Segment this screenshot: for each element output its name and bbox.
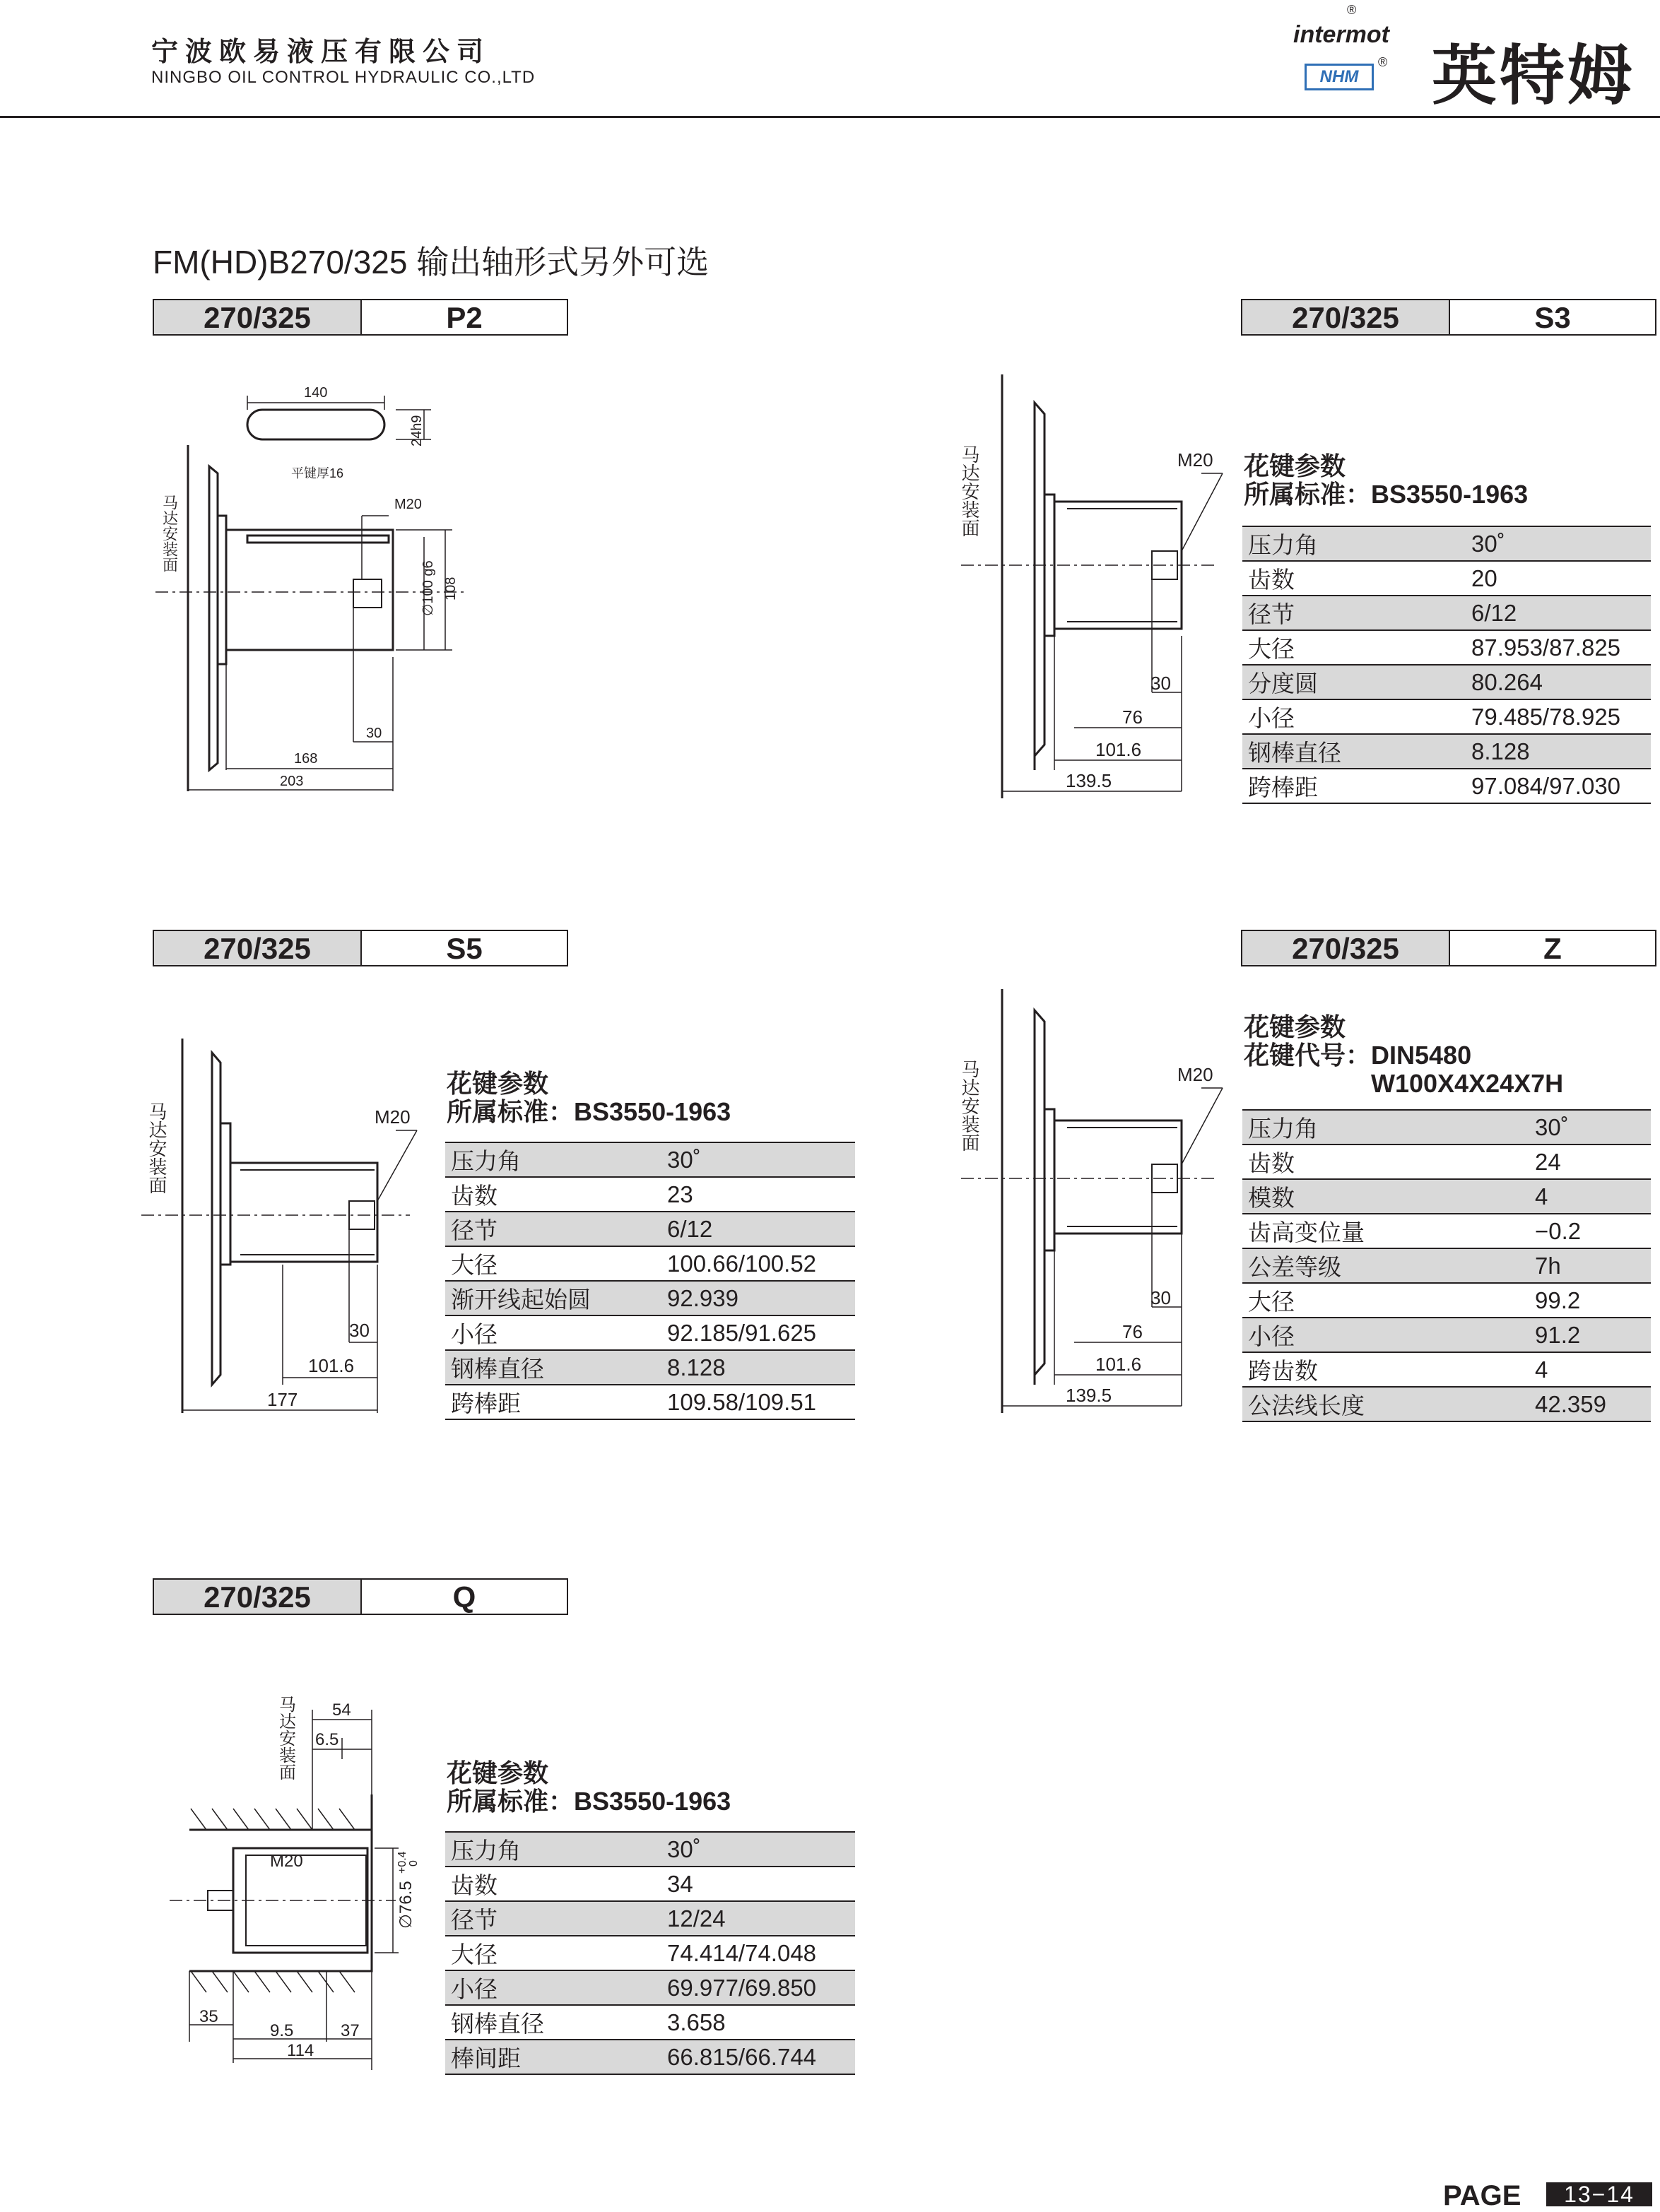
- table-row: [445, 1281, 855, 1315]
- mount-face-label: 马达安装面: [959, 1060, 980, 1152]
- table-cell: 大径: [1242, 1283, 1529, 1318]
- table-row: [445, 1936, 855, 1970]
- table-row: [445, 1177, 855, 1212]
- table-cell: 径节: [1242, 596, 1466, 630]
- table-row: [445, 1832, 855, 1867]
- drawing-q: [155, 1688, 438, 2084]
- dim-tol-upper: +0.4: [396, 1851, 408, 1874]
- dim-30: 30: [349, 1320, 370, 1341]
- table-row: [1242, 630, 1651, 665]
- page-number: 13−14: [1546, 2182, 1652, 2206]
- table-row: [1242, 734, 1651, 769]
- table-cell: 8.128: [661, 1350, 855, 1385]
- section-tag-s3: [1241, 299, 1656, 336]
- spline-standard: 所属标准：BS3550-1963: [447, 1097, 731, 1126]
- table-cell: 92.185/91.625: [661, 1315, 855, 1350]
- dim-m20: M20: [394, 497, 422, 512]
- nhm-logo: NHM: [1305, 64, 1374, 90]
- drawing-z: [961, 989, 1244, 1413]
- dim-dia76-5: ∅76.5: [396, 1881, 416, 1929]
- table-cell: 跨棒距: [1242, 769, 1466, 803]
- table-row: [445, 1350, 855, 1385]
- table-cell: 跨棒距: [445, 1385, 661, 1419]
- mount-face-label: 马达安装面: [146, 1102, 167, 1194]
- spline-params-title: 花键参数: [1244, 451, 1346, 480]
- table-cell: 23: [661, 1177, 855, 1212]
- dim-139-5: 139.5: [1066, 1385, 1112, 1406]
- dim-37: 37: [341, 2021, 360, 2040]
- dim-key-thickness: 平键厚16: [291, 466, 344, 480]
- table-cell: 87.953/87.825: [1466, 630, 1651, 665]
- spline-table-z: [1242, 1109, 1651, 1422]
- table-cell: 齿数: [1242, 561, 1466, 596]
- registered-mark: ®: [1347, 3, 1357, 17]
- table-row: [1242, 1145, 1651, 1179]
- table-cell: 齿高变位量: [1242, 1214, 1529, 1248]
- shaft-code: S3: [1534, 301, 1571, 334]
- table-cell: 30˚: [1466, 526, 1651, 561]
- dim-139-5: 139.5: [1066, 770, 1112, 791]
- registered-mark-2: ®: [1378, 55, 1388, 69]
- table-cell: 66.815/66.744: [661, 2040, 855, 2074]
- dim-m20: M20: [270, 1852, 303, 1871]
- table-row: [1242, 1214, 1651, 1248]
- dim-6-5: 6.5: [315, 1730, 339, 1749]
- table-cell: 91.2: [1529, 1318, 1651, 1352]
- drawing-s3: [961, 374, 1244, 798]
- table-cell: 小径: [445, 1970, 661, 2005]
- table-cell: 压力角: [445, 1832, 661, 1867]
- dim-168: 168: [294, 751, 318, 767]
- table-cell: 齿数: [445, 1177, 661, 1212]
- table-cell: 109.58/109.51: [661, 1385, 855, 1419]
- table-cell: 径节: [445, 1212, 661, 1246]
- dim-108: 108: [443, 576, 459, 601]
- table-cell: 3.658: [661, 2005, 855, 2040]
- table-cell: 钢棒直径: [445, 2005, 661, 2040]
- table-row: [445, 1970, 855, 2005]
- model-label: 270/325: [1242, 300, 1450, 334]
- table-cell: 6/12: [661, 1212, 855, 1246]
- table-cell: 99.2: [1529, 1283, 1651, 1318]
- table-cell: 齿数: [445, 1867, 661, 1901]
- table-cell: 公法线长度: [1242, 1387, 1529, 1421]
- table-row: [1242, 699, 1651, 734]
- table-cell: 8.128: [1466, 734, 1651, 769]
- table-row: [445, 2005, 855, 2040]
- dim-m20: M20: [375, 1106, 411, 1128]
- table-cell: 4: [1529, 1352, 1651, 1387]
- table-row: [1242, 665, 1651, 699]
- dim-m20: M20: [1177, 449, 1213, 471]
- dim-35: 35: [199, 2007, 218, 2026]
- dim-76: 76: [1122, 1321, 1143, 1342]
- table-cell: 4: [1529, 1179, 1651, 1214]
- table-cell: 径节: [445, 1901, 661, 1936]
- dim-76: 76: [1122, 706, 1143, 728]
- table-cell: 42.359: [1529, 1387, 1651, 1421]
- table-row: [1242, 1248, 1651, 1283]
- table-cell: 齿数: [1242, 1145, 1529, 1179]
- table-cell: 分度圆: [1242, 665, 1466, 699]
- dim-30: 30: [366, 726, 382, 741]
- table-cell: 74.414/74.048: [661, 1936, 855, 1970]
- spline-table-q: [445, 1831, 855, 2075]
- mount-face-label: 马达安装面: [276, 1696, 295, 1780]
- spline-params-title: 花键参数: [447, 1758, 549, 1787]
- mount-face-label: 马达安装面: [959, 445, 980, 537]
- table-cell: 小径: [445, 1315, 661, 1350]
- dim-9-5: 9.5: [270, 2021, 294, 2040]
- table-row: [445, 1142, 855, 1177]
- table-cell: 97.084/97.030: [1466, 769, 1651, 803]
- table-row: [1242, 1387, 1651, 1421]
- shaft-code: Z: [1543, 932, 1562, 965]
- table-row: [1242, 596, 1651, 630]
- table-cell: 34: [661, 1867, 855, 1901]
- spline-table-s3: [1242, 526, 1651, 804]
- dim-101-6: 101.6: [1095, 739, 1142, 760]
- table-cell: 压力角: [1242, 526, 1466, 561]
- table-cell: 钢棒直径: [445, 1350, 661, 1385]
- table-cell: 69.977/69.850: [661, 1970, 855, 2005]
- page-title: FM(HD)B270/325 输出轴形式另外可选: [153, 244, 710, 280]
- dim-30: 30: [1150, 1287, 1171, 1308]
- table-cell: 压力角: [1242, 1110, 1529, 1145]
- spline-table-s5: [445, 1142, 855, 1420]
- shaft-code: P2: [446, 301, 483, 334]
- table-cell: 跨齿数: [1242, 1352, 1529, 1387]
- table-row: [1242, 1179, 1651, 1214]
- table-row: [1242, 1110, 1651, 1145]
- dim-dia100: ∅100 g6: [420, 560, 436, 616]
- table-cell: 92.939: [661, 1281, 855, 1315]
- model-label: 270/325: [154, 931, 362, 965]
- page-label: PAGE: [1443, 2180, 1521, 2211]
- table-row: [445, 1385, 855, 1419]
- dim-101-6: 101.6: [308, 1355, 355, 1376]
- header-divider: [0, 116, 1660, 118]
- table-cell: 钢棒直径: [1242, 734, 1466, 769]
- section-tag-z: [1241, 930, 1656, 966]
- table-row: [445, 1212, 855, 1246]
- table-row: [1242, 1352, 1651, 1387]
- table-row: [445, 1246, 855, 1281]
- section-tag-q: [153, 1578, 568, 1615]
- table-cell: 大径: [445, 1246, 661, 1281]
- table-row: [1242, 1318, 1651, 1352]
- dim-114: 114: [287, 2041, 314, 2060]
- spline-standard: 所属标准：BS3550-1963: [1244, 480, 1529, 509]
- company-name-cn: 宁波欧易液压有限公司: [151, 37, 491, 67]
- spline-params-title: 花键参数: [1244, 1012, 1346, 1041]
- table-cell: 渐开线起始圆: [445, 1281, 661, 1315]
- dim-203: 203: [280, 774, 304, 789]
- dim-177: 177: [267, 1389, 298, 1410]
- intermot-logo: intermot: [1293, 21, 1389, 48]
- table-cell: 小径: [1242, 1318, 1529, 1352]
- table-row: [1242, 1283, 1651, 1318]
- table-cell: 压力角: [445, 1142, 661, 1177]
- dim-30: 30: [1150, 673, 1171, 694]
- model-label: 270/325: [154, 300, 362, 334]
- table-cell: 30˚: [661, 1832, 855, 1867]
- shaft-code: Q: [452, 1580, 476, 1614]
- company-name-en: NINGBO OIL CONTROL HYDRAULIC CO.,LTD: [151, 68, 536, 87]
- table-cell: 100.66/100.52: [661, 1246, 855, 1281]
- mount-face-label: 马达安装面: [160, 495, 179, 572]
- dim-140: 140: [304, 385, 328, 401]
- table-cell: 6/12: [1466, 596, 1651, 630]
- table-cell: 80.264: [1466, 665, 1651, 699]
- spline-standard: 所属标准：BS3550-1963: [447, 1787, 731, 1816]
- model-label: 270/325: [1242, 931, 1450, 965]
- table-row: [1242, 526, 1651, 561]
- table-cell: 79.485/78.925: [1466, 699, 1651, 734]
- table-cell: 7h: [1529, 1248, 1651, 1283]
- drawing-p2: [141, 367, 481, 805]
- table-row: [1242, 561, 1651, 596]
- table-cell: 棒间距: [445, 2040, 661, 2074]
- dim-m20: M20: [1177, 1064, 1213, 1085]
- table-cell: 12/24: [661, 1901, 855, 1936]
- table-row: [445, 2040, 855, 2074]
- drawing-s5: [141, 1031, 438, 1427]
- spline-params-title: 花键参数: [447, 1069, 549, 1098]
- table-cell: 30˚: [1529, 1110, 1651, 1145]
- table-cell: 小径: [1242, 699, 1466, 734]
- table-row: [445, 1867, 855, 1901]
- table-cell: −0.2: [1529, 1214, 1651, 1248]
- dim-tol-lower: 0: [408, 1860, 420, 1867]
- table-row: [445, 1901, 855, 1936]
- table-cell: 公差等级: [1242, 1248, 1529, 1283]
- table-cell: 大径: [1242, 630, 1466, 665]
- section-tag-p2: [153, 299, 568, 336]
- section-tag-s5: [153, 930, 568, 966]
- model-label: 270/325: [154, 1580, 362, 1614]
- table-row: [1242, 769, 1651, 803]
- dim-101-6: 101.6: [1095, 1354, 1142, 1375]
- shaft-code: S5: [446, 932, 483, 965]
- spline-code-2: W100X4X24X7H: [1371, 1069, 1564, 1098]
- spline-code: 花键代号：DIN5480: [1244, 1041, 1472, 1070]
- dim-24h9: 24h9: [409, 415, 425, 446]
- brand-name-cn: 英特姆: [1432, 40, 1636, 112]
- table-cell: 30˚: [661, 1142, 855, 1177]
- table-cell: 20: [1466, 561, 1651, 596]
- table-cell: 模数: [1242, 1179, 1529, 1214]
- table-row: [445, 1315, 855, 1350]
- table-cell: 24: [1529, 1145, 1651, 1179]
- dim-54: 54: [332, 1701, 351, 1720]
- table-cell: 大径: [445, 1936, 661, 1970]
